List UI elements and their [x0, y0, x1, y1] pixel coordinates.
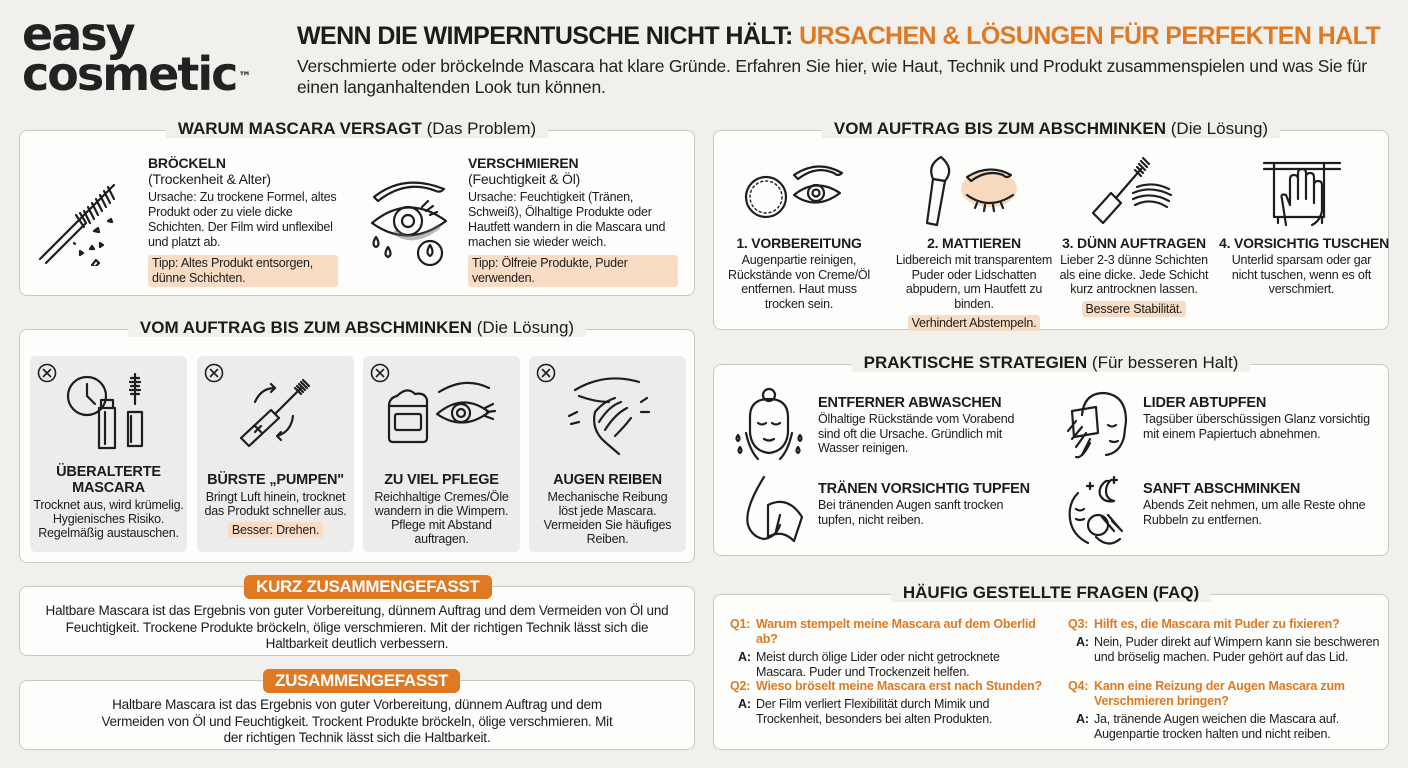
cream-jar-eye-icon — [385, 376, 505, 446]
mistake-card-too-much-care — [363, 356, 520, 552]
faq-item-3 — [1068, 617, 1380, 665]
problem-text: Ursache: Zu trockene Formel, altes Produkt oder zu viele dicke Schichten. Der Film wird unflexibel und platzt ab. — [148, 190, 337, 249]
problem-heading: VERSCHMIEREN — [468, 155, 579, 171]
close-circle-icon — [204, 363, 224, 383]
step-preparation — [724, 235, 874, 311]
question-label: Q4: — [1068, 679, 1089, 693]
powder-brush-eyelid-icon — [919, 155, 1029, 227]
title-accent: URSACHEN & LÖSUNGEN FÜR PERFEKTEN HALT — [799, 22, 1381, 50]
question-text: Warum stempelt meine Mascara auf dem Oberlid ab? — [756, 617, 1036, 646]
faq-item-4 — [1068, 679, 1368, 742]
question-label: Q3: — [1068, 617, 1089, 631]
pumping-brush-icon — [235, 374, 317, 454]
clock-mascara-icon — [65, 370, 155, 450]
summary-text: Haltbare Mascara ist das Ergebnis von guter Vorbereitung, dünnem Auftrag und dem Vermeiden von Öl und Feuchtigkeit. Trockent Produkte bröckeln, ölige verschmieren. Mit der richtigen Technik lässt sich die Haltbarkeit. — [101, 697, 613, 745]
face-washing-icon — [734, 387, 804, 463]
rubbing-eye-hand-icon — [565, 372, 651, 456]
panel-title-light: (Das Problem) — [426, 119, 537, 138]
title-main: WENN DIE WIMPERNTUSCHE NICHT HÄLT: — [297, 22, 793, 50]
summary-badge: ZUSAMMENGEFASST — [263, 669, 460, 693]
strategy-text: Abends Zeit nehmen, um alle Reste ohne Rubbeln zu entfernen. — [1143, 498, 1366, 527]
strategy-blot-lids — [1143, 395, 1383, 441]
panel-title-bold: VOM AUFTRAG BIS ZUM ABSCHMINKEN — [139, 318, 473, 337]
step-careful-mascara — [1219, 235, 1390, 297]
brand-logo — [22, 7, 252, 101]
problem-sub: (Feuchtigkeit & Öl) — [468, 171, 581, 187]
mascara-wand-lashes-icon — [1089, 155, 1179, 227]
faq-panel-title — [714, 583, 1388, 603]
strategy-text: Ölhaltige Rückstände vom Vorabend sind oft die Ursache. Gründlich mit Wasser reinigen. — [818, 412, 1015, 455]
tear-tissue-icon — [740, 475, 806, 545]
problem-item-crumbling — [148, 155, 338, 287]
faq-question — [730, 617, 1050, 647]
hand-towel-icon — [1262, 155, 1342, 227]
card-tip: Besser: Drehen. — [228, 522, 323, 538]
summary-text-short: Haltbare Mascara ist das Ergebnis von guter Vorbereitung, dünnem Auftrag und dem Vermeiden von Öl und Feuchtigkeit. Trockene Produkte bröckeln, ölige verschmieren. Mit der richtigen Technik lässt sich die Haltbarkeit deutlich verbessern. — [45, 603, 669, 651]
problem-sub: (Trockenheit & Alter) — [148, 171, 271, 187]
strategy-heading: LIDER ABTUPFEN — [1143, 395, 1267, 411]
card-tip-wrap — [199, 522, 352, 538]
steps-panel — [713, 119, 1390, 330]
mistakes-panel — [19, 318, 695, 563]
close-circle-icon — [536, 363, 556, 383]
card-text: Mechanische Reibung löst jede Mascara. Vermeiden Sie häufiges Reiben. — [543, 490, 672, 546]
brand-line-1: easy — [22, 7, 134, 61]
question-text: Hilft es, die Mascara mit Puder zu fixieren? — [1094, 617, 1340, 631]
strategy-wash-remover — [818, 395, 1038, 456]
face-night-removal-icon — [1062, 473, 1132, 549]
cotton-pad-eye-icon — [744, 155, 854, 225]
faq-item-1 — [730, 617, 1050, 680]
mistake-card-rubbing-eyes — [529, 356, 686, 552]
faq-question — [730, 679, 1050, 694]
problem-panel — [19, 119, 695, 296]
strategies-panel — [713, 353, 1389, 556]
strategy-text: Tagsüber überschüssigen Glanz vorsichtig mit einem Papiertuch abnehmen. — [1143, 412, 1370, 441]
card-heading: ZU VIEL PFLEGE — [384, 472, 499, 488]
step-text: Augenpartie reinigen, Rückstände von Creme/Öl entfernen. Haut muss trocken sein. — [728, 253, 870, 311]
problem-text: Ursache: Feuchtigkeit (Tränen, Schweiß), Ölhaltige Produkte oder Hautfett wandern in die Mascara und machen sie wieder weich. — [468, 190, 666, 249]
panel-title-light: (Für besseren Halt) — [1091, 353, 1239, 372]
card-text: Bringt Luft hinein, trocknet das Produkt schneller aus. — [204, 490, 347, 518]
crumbling-mascara-brush-icon — [34, 171, 124, 266]
problem-panel-title — [20, 119, 694, 139]
card-heading: BÜRSTE „PUMPEN" — [207, 472, 344, 488]
answer-text: Ja, tränende Augen weichen die Mascara auf. Augenpartie trocken halten und nicht reiben. — [1094, 712, 1340, 741]
panel-title-bold: WARUM MASCARA VERSAGT — [177, 119, 422, 138]
panel-title-bold: PRAKTISCHE STRATEGIEN — [863, 353, 1088, 372]
page-title — [297, 22, 1380, 51]
close-circle-icon — [37, 363, 57, 383]
answer-text: Der Film verliert Flexibilität durch Mimik und Trockenheit, besonders bei alten Produkten. — [756, 697, 993, 726]
panel-title-bold: HÄUFIG GESTELLTE FRAGEN (FAQ) — [902, 583, 1200, 602]
mistakes-panel-title — [20, 318, 694, 338]
step-tip: Bessere Stabilität. — [1082, 301, 1187, 317]
strategy-dab-tears — [818, 481, 1038, 527]
card-text: Trocknet aus, wird krümelig. Hygienisches Risiko. Regelmäßig austauschen. — [33, 498, 184, 540]
problem-heading: BRÖCKELN — [148, 155, 226, 171]
answer-label: A: — [738, 697, 751, 711]
panel-title-bold: VOM AUFTRAG BIS ZUM ABSCHMINKEN — [833, 119, 1167, 138]
panel-title-light: (Die Lösung) — [1170, 119, 1269, 138]
answer-label: A: — [1076, 635, 1089, 649]
brand-line-2: cosmetic — [22, 47, 237, 101]
faq-answer — [1068, 712, 1368, 742]
teary-eye-icon — [364, 171, 454, 266]
strategy-text: Bei tränenden Augen sanft trocken tupfen, nicht reiben. — [818, 498, 1004, 527]
card-heading: AUGEN REIBEN — [553, 472, 662, 488]
steps-panel-title — [714, 119, 1388, 139]
question-text: Wieso bröselt meine Mascara erst nach Stunden? — [756, 679, 1042, 693]
strategies-panel-title — [714, 353, 1388, 373]
step-heading: 1. VORBEREITUNG — [736, 235, 862, 251]
faq-question — [1068, 617, 1380, 632]
problem-tip: Tipp: Ölfreie Produkte, Puder verwenden. — [468, 255, 678, 287]
question-label: Q1: — [730, 617, 751, 631]
face-blotting-icon — [1062, 387, 1132, 463]
step-heading: 3. DÜNN AUFTRAGEN — [1062, 235, 1206, 251]
problem-tip: Tipp: Altes Produkt entsorgen, dünne Schichten. — [148, 255, 338, 287]
strategy-heading: SANFT ABSCHMINKEN — [1143, 481, 1301, 497]
strategy-heading: TRÄNEN VORSICHTIG TUPFEN — [818, 481, 1030, 497]
step-text: Lieber 2-3 dünne Schichten als eine dicke. Jede Schicht kurz antrocknen lassen. — [1059, 253, 1209, 296]
step-tip: Verhindert Abstempeln. — [908, 315, 1041, 331]
mistake-card-old-mascara — [30, 356, 187, 552]
summary-badge-short: KURZ ZUSAMMENGEFASST — [244, 575, 492, 599]
faq-answer — [1068, 635, 1380, 665]
step-text: Unterlid sparsam oder gar nicht tuschen, wenn es oft verschmiert. — [1231, 253, 1372, 296]
answer-text: Nein, Puder direkt auf Wimpern kann sie beschweren und bröselig machen. Puder gehört auf das Lid. — [1094, 635, 1380, 664]
faq-question — [1068, 679, 1368, 709]
faq-answer — [730, 650, 1050, 680]
answer-text: Meist durch ölige Lider oder nicht getrocknete Mascara. Puder und Trockenzeit helfen. — [756, 650, 1000, 679]
card-text: Reichhaltige Cremes/Öle wandern in die Wimpern. Pflege mit Abstand auftragen. — [374, 490, 509, 546]
answer-label: A: — [1076, 712, 1089, 726]
step-apply-thin — [1059, 235, 1209, 318]
panel-title-light: (Die Lösung) — [476, 318, 575, 337]
faq-panel — [713, 583, 1389, 750]
card-heading: ÜBERALTERTE MASCARA — [56, 464, 161, 496]
page-subtitle: Verschmierte oder bröckelnde Mascara hat klare Gründe. Erfahren Sie hier, wie Haut, Technik und Produkt zusammenspielen und was Sie für einen langanhaltenden Look tun können. — [297, 56, 1367, 97]
question-text: Kann eine Reizung der Augen Mascara zum Verschmieren bringen? — [1094, 679, 1345, 708]
question-label: Q2: — [730, 679, 751, 693]
strategy-heading: ENTFERNER ABWASCHEN — [818, 395, 1002, 411]
step-text: Lidbereich mit transparentem Puder oder Lidschatten abpudern, um Hautfett zu binden. — [895, 253, 1053, 311]
faq-item-2 — [730, 679, 1050, 727]
problem-item-smearing — [468, 155, 678, 287]
step-heading: 4. VORSICHTIG TUSCHEN — [1219, 235, 1390, 251]
trademark: ™ — [238, 70, 252, 85]
answer-label: A: — [738, 650, 751, 664]
faq-answer — [730, 697, 1050, 727]
mistake-card-pumping — [197, 356, 354, 552]
step-heading: 2. MATTIEREN — [927, 235, 1021, 251]
step-mattify — [886, 235, 1062, 332]
strategy-gentle-removal — [1143, 481, 1373, 527]
